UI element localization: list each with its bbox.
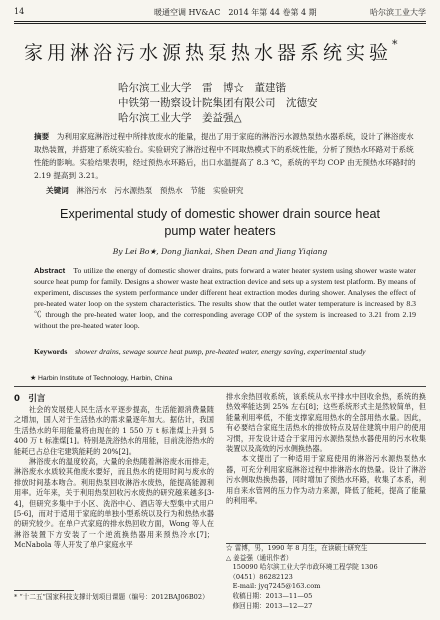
page-number: 14 bbox=[14, 7, 25, 16]
author-note-line: 收稿日期：2013—11—05 bbox=[226, 591, 313, 600]
paragraph: 本文提出了一种适用于家庭使用的淋浴污水源热泵热水器，可充分利用家庭淋浴过程中排淋浴水的热量。设计了淋浴污水侧取热换热器，同时增加了预热水环路，收集了本系，利用自来水管网的压力作为动力来源，降低了能耗，提高了能量的利用率。 bbox=[226, 454, 426, 506]
section-divider bbox=[14, 386, 426, 387]
keywords-cn: 关键词 淋浴污水 污水源热泵 预热水 节能 实验研究 bbox=[46, 186, 244, 195]
title-en: Experimental study of domestic shower drain source heat pump water heaters bbox=[60, 207, 380, 238]
header-rule bbox=[14, 21, 426, 22]
author-note-line: E-mail: jyq7245@163.com bbox=[226, 582, 321, 591]
affiliation-en: ★ Harbin Institute of Technology, Harbin, China bbox=[30, 375, 173, 382]
abstract-cn: 摘要 为利用家庭淋浴过程中所排放废水的能量，提出了用于家庭的淋浴污水源热泵热水器系统，设计了淋浴废水取热装置，并搭建了系统实验台。实验研究了淋浴过程中不同取热模式下的系统性能，分析了预热水环路对于系统性能的影响。实验结果表明，经过预热水环路后，出口水温提高了 8.3 ℃，系统的平均 COP 由无预热水环路时的 2.19 提高到 3.21。 bbox=[34, 132, 416, 180]
affiliation-1: 哈尔滨工业大学 雷 博☆ 董建锴 bbox=[118, 82, 286, 94]
paragraph: 社会的发展使人民生活水平逐步提高，生活能源消费量随之增加，国人对于生活热水的需求量逐年加大。据估计，我国生活热水的年用能量将由现在的 1 550 万 t 标准煤上升到 5 400 万 t 标准煤[1]。特别是洗浴热水的用能，目前洗浴热水的能耗已占总住宅建筑能耗的 20%[2]。 bbox=[14, 405, 214, 456]
funding-note: * “十二五”国家科技支撑计划项目课题（编号：2012BAJ06B02） bbox=[14, 593, 209, 601]
journal-name: 暖通空调 HV&AC 2014 年第 44 卷第 4 期 bbox=[154, 8, 317, 17]
header-rule-2 bbox=[14, 23, 426, 24]
author-note-line: 150090 哈尔滨工业大学市政环境工程学院 1306 bbox=[226, 563, 378, 572]
author-note-line: （0451）86282123 bbox=[226, 572, 293, 581]
title-cn: 家用淋浴污水源热泵热水器系统实验* bbox=[24, 38, 402, 64]
section-heading-intro: 0 引言 bbox=[14, 394, 46, 404]
running-header bbox=[14, 6, 426, 20]
author-note-line: ☆ 雷博，男，1990 年 8 月生，在读硕士研究生 bbox=[226, 544, 368, 552]
author-note-line: △ 姜益强（通讯作者） bbox=[226, 553, 293, 562]
author-note bbox=[226, 543, 426, 611]
footnote-rule bbox=[14, 590, 74, 591]
abstract-en: Abstract To utilize the energy of domestic shower drains, puts forward a water heater system using shower waste water source heat pump for family. Designs a shower waste heat extraction device and sets up a system test platform. By means of experiment, discusses the system performance under different heat extraction modes during shower. Analyses the effect of pre-heated water loop on the system characteristics. The results show that the outlet water temperature is increased by 8.3 ℃ through the pre-heated water loop, and the corresponding average COP of the system is increased to 3.21 from 2.19 without the pre-heated water loop. bbox=[34, 266, 416, 331]
body-column-right bbox=[226, 392, 426, 506]
author-note-line: 修回日期：2013—12—27 bbox=[226, 601, 313, 610]
affiliation-3: 哈尔滨工业大学 姜益强△ bbox=[118, 112, 242, 124]
authors-en: By Lei Bo★, Dong Jiankai, Shen Dean and Jiang Yiqiang bbox=[112, 247, 328, 256]
paragraph: 排水余热回收系统，该系统从水平排水中回收余热，系统的换热效率能达到 25% 左右[8]；这些系统形式主是然较简单，但能量利用率低，不能支撑家庭用热水的全部用热水量。因此，有必要结合家庭生活热水的排放特点及居住建筑中用户的使用习惯，开发设计适合于家用污水源热泵热水器使用的污水收集装置以及高效的污水侧换热器。 bbox=[226, 392, 426, 454]
keywords-en: Keywords shower drains, sewage source heat pump, pre-heated water, energy saving, experimental study bbox=[34, 347, 366, 356]
affiliation-2: 中铁第一勘察设计院集团有限公司 沈德安 bbox=[118, 97, 318, 109]
header-university: 哈尔滨工业大学 bbox=[370, 8, 426, 17]
paragraph: 淋浴废水的温度较高，大量的余热随着淋浴废水而排走，淋浴废水水质较其他废水要好，而且热水的使用时间与废水的排放时间基本吻合。利用热泵回收淋浴水废热，能提高能源利用率。近年来，关于利用热泵回收污水废热的研究越来越多[3-4]，但研究多集中于小区、洗浴中心、酒店等大型集中式用户[5-6]，而对于适用于家庭的单独小型系统以及行为和热热水器的研究较少。在单户式家庭的排水热回收方面，Wong 等人在淋浴装置下方安装了一个逆流换热器用来预热冷水[7]；McNabola 等人开发了单户家庭水平 bbox=[14, 457, 214, 550]
body-column-left bbox=[14, 405, 214, 551]
